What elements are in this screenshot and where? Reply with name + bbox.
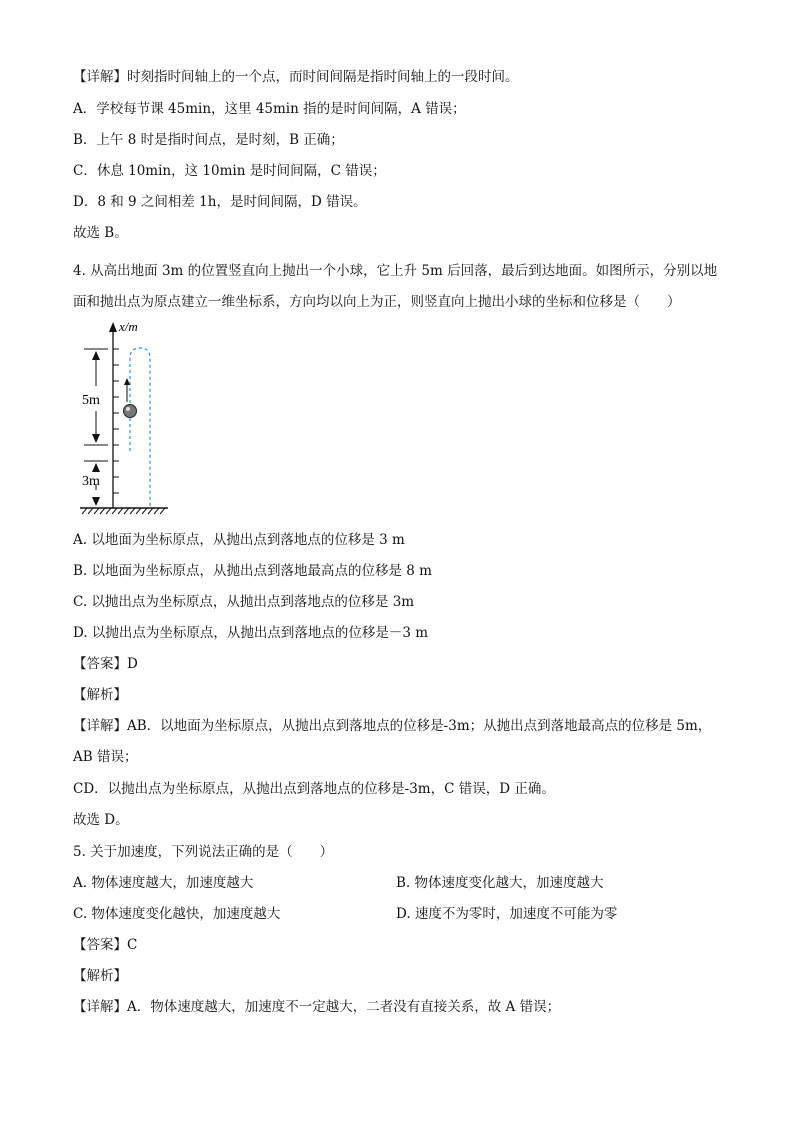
q4-choose: 故选 D。	[73, 812, 129, 828]
q4-option-c: C. 以抛出点为坐标原点，从抛出点到落地点的位移是 3m	[73, 594, 415, 610]
q3-explain-d: D．8 和 9 之间相差 1h，是时间间隔，D 错误。	[73, 194, 367, 210]
ball	[124, 405, 137, 418]
q5-answer: 【答案】C	[73, 937, 138, 953]
upper-distance-label: 5m	[82, 393, 100, 408]
q4-answer: 【答案】D	[73, 656, 138, 672]
q3-choose: 故选 B。	[73, 225, 128, 241]
q4-stem: 4. 从高出地面 3m 的位置竖直向上抛出一个小球，它上升 5m 后回落，最后到达地面。如图所示，分别以地面和抛出点为原点建立一维坐标系，方向均以向上为正，则竖直向上抛出小球的坐标和位移是（ ）	[73, 263, 718, 310]
q4-analysis: 【解析】	[73, 687, 127, 703]
q5-option-b: B. 物体速度变化越大，加速度越大	[396, 875, 604, 891]
q5-option-a: A. 物体速度越大，加速度越大	[73, 875, 254, 891]
velocity-arrow	[124, 378, 130, 385]
q4-detail-cd: CD．以抛出点为坐标原点，从抛出点到落地点的位移是-3m，C 错误，D 正确。	[73, 781, 555, 797]
q4-detail: 【详解】AB．以地面为坐标原点，从抛出点到落地点的位移是-3m；从抛出点到落地最高点的位移是 5m，AB 错误；	[73, 718, 712, 765]
q5-option-d: D. 速度不为零时，加速度不可能为零	[396, 906, 618, 922]
q5-option-c: C. 物体速度变化越快，加速度越大	[73, 906, 281, 922]
trajectory-path	[130, 348, 150, 508]
q5-stem: 5. 关于加速度，下列说法正确的是（ ）	[73, 844, 334, 860]
lower-distance-label: 3m	[82, 474, 100, 489]
q4-figure	[78, 318, 198, 527]
q3-explain-b: B．上午 8 时是指时间点，是时刻，B 正确；	[73, 132, 344, 148]
q4-option-d: D. 以抛出点为坐标原点，从抛出点到落地点的位移是－3 m	[73, 625, 429, 641]
projectile-diagram	[78, 318, 198, 523]
x-axis-arrowhead	[109, 322, 117, 332]
x-axis-label: x/m	[119, 319, 138, 334]
q4-option-b: B. 以地面为坐标原点，从抛出点到落地最高点的位移是 8 m	[73, 563, 432, 579]
q3-explain-c: C．休息 10min，这 10min 是时间间隔，C 错误；	[73, 163, 386, 179]
q5-analysis: 【解析】	[73, 968, 127, 984]
q4-option-a: A. 以地面为坐标原点，从抛出点到落地点的位移是 3 m	[73, 532, 405, 548]
q3-explain-a: A．学校每节课 45min，这里 45min 指的是时间间隔，A 错误；	[73, 101, 466, 117]
q5-detail: 【详解】A．物体速度越大，加速度不一定越大，二者没有直接关系，故 A 错误；	[73, 999, 561, 1015]
q3-detail: 【详解】时刻指时间轴上的一个点，而时间间隔是指时间轴上的一段时间。	[73, 69, 519, 85]
